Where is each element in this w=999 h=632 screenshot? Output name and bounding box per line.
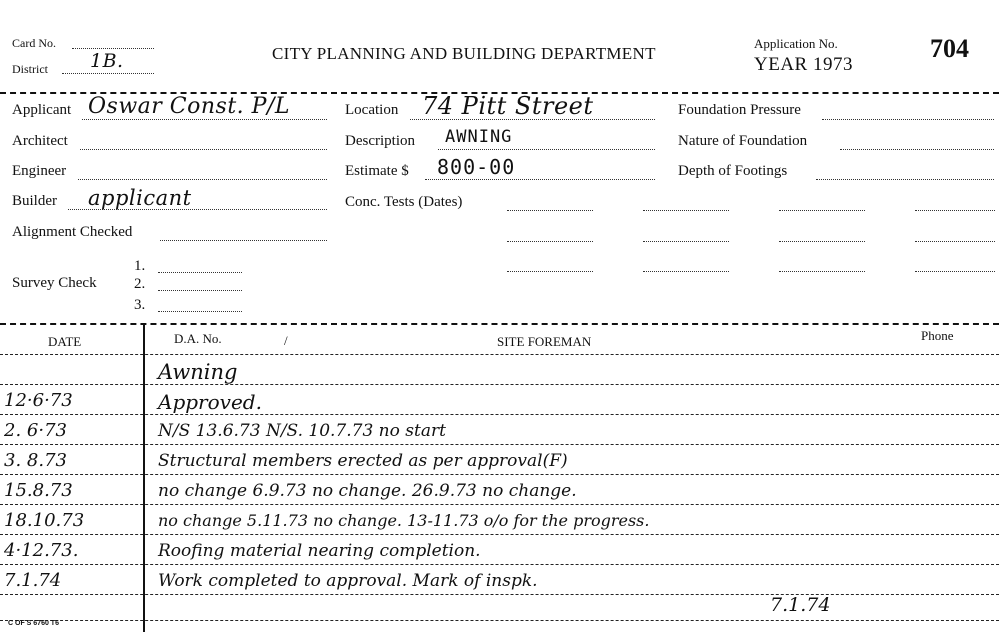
builder-label: Builder (12, 193, 57, 209)
nature-of-foundation-label: Nature of Foundation (678, 133, 808, 149)
site-foreman-header: SITE FOREMAN (497, 334, 592, 349)
survey-line-2 (158, 290, 242, 291)
table-row-line (0, 444, 999, 445)
table-row-line (0, 564, 999, 565)
table-row-date: 18.10.73 (4, 510, 85, 531)
phone-header: Phone (921, 328, 954, 343)
da-no-slash: / (284, 333, 288, 348)
estimate-value: 800-00 (437, 155, 516, 179)
survey-check-label: Survey Check (12, 275, 97, 291)
table-row-date: 7.1.74 (4, 570, 62, 591)
table-row-text: Roofing material nearing completion. (158, 541, 481, 561)
card-no-line (72, 48, 154, 49)
application-no-label: Application No. (754, 36, 838, 51)
depth-of-footings-label: Depth of Footings (678, 163, 788, 179)
conc-test-line (779, 241, 865, 242)
conc-test-line (915, 210, 995, 211)
table-row-line (0, 384, 999, 385)
conc-test-line (643, 241, 729, 242)
alignment-label: Alignment Checked (12, 224, 133, 240)
district-value: 1B. (90, 50, 124, 72)
table-row-text: Awning (158, 360, 238, 384)
table-row-text: N/S 13.6.73 N/S. 10.7.73 no start (158, 421, 446, 441)
conc-test-line (915, 271, 995, 272)
table-row-text: Work completed to approval. Mark of inspk. (158, 571, 538, 591)
conc-tests-label: Conc. Tests (Dates) (345, 194, 463, 210)
conc-test-line (915, 241, 995, 242)
table-top-divider (0, 323, 999, 325)
estimate-line (425, 179, 655, 180)
survey-item-2: 2. (134, 276, 146, 292)
table-row-line (0, 474, 999, 475)
inspector-signature: 7.1.74 (770, 594, 831, 616)
builder-value: applicant (88, 186, 192, 210)
nature-of-foundation-line (840, 149, 994, 150)
district-line (62, 73, 154, 74)
year-label: YEAR 1973 (754, 54, 853, 75)
foundation-pressure-line (822, 119, 994, 120)
table-row-line (0, 504, 999, 505)
engineer-line (78, 179, 327, 180)
survey-item-1: 1. (134, 258, 146, 274)
table-row-text: no change 5.11.73 no change. 13-11.73 o/o for the progress. (158, 511, 650, 530)
table-row-text: Approved. (158, 390, 262, 414)
conc-test-line (507, 241, 593, 242)
survey-line-1 (158, 272, 242, 273)
table-row-date: 12·6·73 (4, 390, 73, 411)
conc-test-line (643, 210, 729, 211)
table-row-text: no change 6.9.73 no change. 26.9.73 no change. (158, 481, 577, 501)
foundation-pressure-label: Foundation Pressure (678, 102, 801, 118)
da-no-header: D.A. No. (174, 331, 222, 346)
application-number: 704 (930, 34, 969, 63)
location-label: Location (345, 102, 399, 118)
form-code: C OF S 6760 T6 (8, 620, 59, 627)
conc-test-line (779, 271, 865, 272)
applicant-value: Oswar Const. P/L (88, 94, 290, 119)
survey-line-3 (158, 311, 242, 312)
district-label: District (12, 62, 48, 76)
architect-label: Architect (12, 133, 68, 149)
table-row-date: 15.8.73 (4, 480, 73, 501)
architect-line (80, 149, 327, 150)
table-row-text: Structural members erected as per approval(F) (158, 451, 568, 471)
date-column-divider (143, 324, 145, 632)
table-row-date: 2. 6·73 (4, 420, 67, 441)
applicant-line (82, 119, 327, 120)
conc-test-line (643, 271, 729, 272)
alignment-line (160, 240, 327, 241)
survey-item-3: 3. (134, 297, 146, 313)
table-row-date: 4·12.73. (4, 540, 79, 561)
date-header: DATE (48, 334, 82, 349)
conc-test-line (507, 271, 593, 272)
description-value: AWNING (445, 127, 513, 147)
estimate-label: Estimate $ (345, 163, 409, 179)
table-row-date: 3. 8.73 (4, 450, 67, 471)
table-row-line (0, 354, 999, 355)
table-row-line (0, 534, 999, 535)
engineer-label: Engineer (12, 163, 67, 179)
table-row-line (0, 594, 999, 595)
department-title: CITY PLANNING AND BUILDING DEPARTMENT (272, 44, 656, 63)
card-no-label: Card No. (12, 36, 56, 50)
location-value: 74 Pitt Street (422, 92, 594, 120)
applicant-label: Applicant (12, 102, 72, 118)
depth-of-footings-line (816, 179, 994, 180)
description-line (438, 149, 655, 150)
description-label: Description (345, 133, 415, 149)
table-row-line (0, 620, 999, 621)
conc-test-line (779, 210, 865, 211)
conc-test-line (507, 210, 593, 211)
table-row-line (0, 414, 999, 415)
